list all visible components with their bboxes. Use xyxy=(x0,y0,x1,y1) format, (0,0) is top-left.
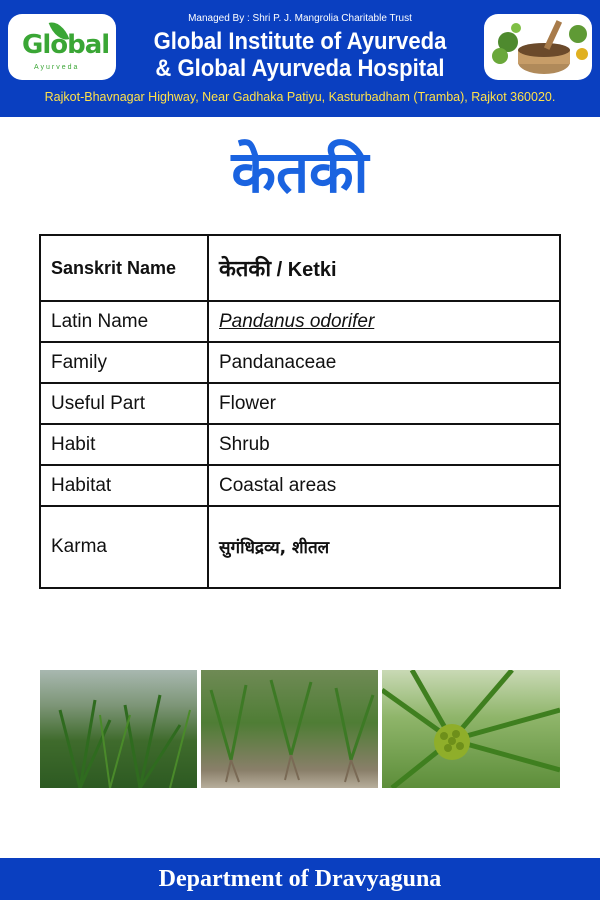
header-banner xyxy=(0,0,600,117)
habitat-label: Habitat xyxy=(40,465,208,506)
habit-label: Habit xyxy=(40,424,208,465)
karma-label: Karma xyxy=(40,506,208,588)
table-row xyxy=(40,235,560,301)
table-row xyxy=(40,383,560,424)
sanskrit-name-label: Sanskrit Name xyxy=(40,235,208,301)
table-row xyxy=(40,506,560,588)
table-row xyxy=(40,465,560,506)
plant-info-table xyxy=(39,234,561,589)
table-row xyxy=(40,301,560,342)
institute-logo xyxy=(8,14,116,80)
latin-name-value xyxy=(208,301,560,342)
useful-part-value: Flower xyxy=(208,383,560,424)
sanskrit-name-devanagari: केतकी xyxy=(219,257,272,282)
karma-value xyxy=(208,506,560,588)
managed-by-text: Managed By : Shri P. J. Mangrolia Charitable Trust xyxy=(188,13,412,24)
address-text: Rajkot-Bhavnagar Highway, Near Gadhaka Patiyu, Kasturbadham (Tramba), Rajkot 360020. xyxy=(44,90,556,104)
habit-value: Shrub xyxy=(208,424,560,465)
sanskrit-name-transliteration: / Ketki xyxy=(271,259,337,281)
useful-part-label: Useful Part xyxy=(40,383,208,424)
hospital-title: & Global Ayurveda Hospital xyxy=(155,55,445,82)
family-value: Pandanaceae xyxy=(208,342,560,383)
plant-photo-grove xyxy=(201,670,378,788)
plant-photo-fruit xyxy=(382,670,560,788)
institute-title: Global Institute of Ayurveda xyxy=(153,28,447,55)
habitat-value: Coastal areas xyxy=(208,465,560,506)
table-row xyxy=(40,424,560,465)
table-row xyxy=(40,342,560,383)
plant-title: केतकी xyxy=(231,138,369,206)
latin-name-text: Pandanus odorifer xyxy=(219,310,375,332)
logo-subtext: Ayurveda xyxy=(34,64,80,71)
karma-text: सुगंधिद्रव्य, शीतल xyxy=(219,538,330,558)
logo-text: Global xyxy=(22,30,110,60)
family-label: Family xyxy=(40,342,208,383)
herbs-mortar-image xyxy=(484,14,592,80)
latin-name-label: Latin Name xyxy=(40,301,208,342)
plant-photo-field xyxy=(40,670,197,788)
department-footer: Department of Dravyaguna xyxy=(0,858,600,900)
sanskrit-name-value xyxy=(208,235,560,301)
